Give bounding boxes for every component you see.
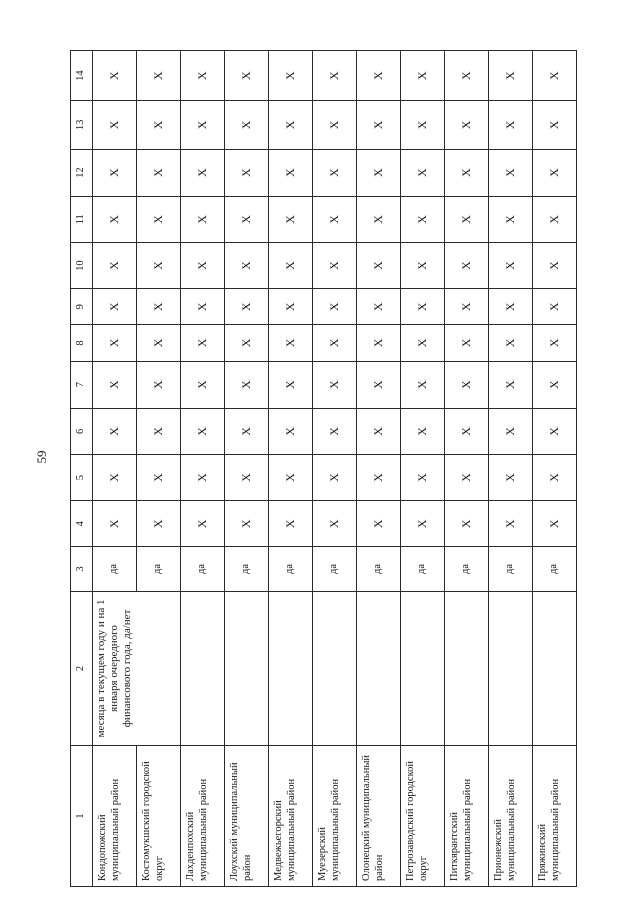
x-cell: X [137,51,181,101]
column-header: 5 [71,454,93,500]
column-header: 14 [71,51,93,101]
x-cell: X [445,408,489,454]
answer-cell: да [357,547,401,591]
table-row [401,51,445,887]
answer-cell: да [137,547,181,591]
x-cell: X [313,361,357,408]
x-cell: X [357,361,401,408]
table-row [445,51,489,887]
x-cell: X [445,325,489,361]
x-cell: X [445,501,489,547]
x-cell: X [313,149,357,196]
answer-cell: да [93,547,137,591]
column-header: 13 [71,101,93,149]
column-2-cell [225,591,269,746]
x-cell: X [93,361,137,408]
x-cell: X [489,501,533,547]
x-cell: X [313,454,357,500]
x-cell: X [357,325,401,361]
x-cell: X [357,242,401,288]
x-cell: X [137,101,181,149]
municipal-table [70,50,577,887]
x-cell: X [269,454,313,500]
x-cell: X [225,325,269,361]
x-cell: X [313,242,357,288]
x-cell: X [533,501,577,547]
x-cell: X [313,408,357,454]
x-cell: X [313,501,357,547]
x-cell: X [357,501,401,547]
column-2-cell [313,591,357,746]
x-cell: X [401,149,445,196]
x-cell: X [225,51,269,101]
municipality-name: Лоухский муниципальный район [225,746,269,887]
x-cell: X [401,361,445,408]
column-2-cell [181,591,225,746]
municipality-name: Лахденпохский муниципальный район [181,746,225,887]
x-cell: X [137,408,181,454]
answer-cell: да [225,547,269,591]
x-cell: X [269,501,313,547]
x-cell: X [533,196,577,242]
table-row [533,51,577,887]
x-cell: X [269,289,313,325]
answer-cell: да [313,547,357,591]
table-row [357,51,401,887]
column-header: 8 [71,325,93,361]
x-cell: X [489,51,533,101]
x-cell: X [137,501,181,547]
header-row [71,51,93,887]
answer-cell: да [269,547,313,591]
x-cell: X [269,361,313,408]
x-cell: X [533,289,577,325]
x-cell: X [533,408,577,454]
x-cell: X [357,408,401,454]
table-row [181,51,225,887]
x-cell: X [181,501,225,547]
x-cell: X [137,289,181,325]
x-cell: X [401,196,445,242]
table-row [137,51,181,887]
answer-cell: да [489,547,533,591]
x-cell: X [489,101,533,149]
x-cell: X [533,325,577,361]
x-cell: X [489,325,533,361]
table-row [269,51,313,887]
column-header: 1 [71,746,93,887]
x-cell: X [225,149,269,196]
x-cell: X [357,51,401,101]
x-cell: X [225,501,269,547]
x-cell: X [489,408,533,454]
x-cell: X [181,325,225,361]
x-cell: X [357,196,401,242]
x-cell: X [225,242,269,288]
column-2-note: месяца в текущем году и на 1 января очередного финансового года, да/нет [93,591,137,746]
x-cell: X [445,101,489,149]
x-cell: X [445,51,489,101]
municipality-name: Медвежьегорский муниципальный район [269,746,313,887]
x-cell: X [313,51,357,101]
x-cell: X [401,325,445,361]
x-cell: X [533,361,577,408]
x-cell: X [269,408,313,454]
x-cell: X [357,289,401,325]
x-cell: X [445,289,489,325]
x-cell: X [357,454,401,500]
x-cell: X [489,454,533,500]
answer-cell: да [401,547,445,591]
answer-cell: да [445,547,489,591]
rotated-table-container [70,50,574,887]
x-cell: X [93,149,137,196]
column-header: 7 [71,361,93,408]
x-cell: X [181,361,225,408]
x-cell: X [93,454,137,500]
x-cell: X [269,196,313,242]
column-header: 3 [71,547,93,591]
x-cell: X [445,454,489,500]
x-cell: X [93,408,137,454]
x-cell: X [181,289,225,325]
x-cell: X [93,242,137,288]
x-cell: X [225,289,269,325]
municipality-name: Питкярантский муниципальный район [445,746,489,887]
municipality-name: Кондопожский муниципальный район [93,746,137,887]
page-number: 59 [34,450,49,464]
x-cell: X [401,101,445,149]
x-cell: X [357,101,401,149]
x-cell: X [225,196,269,242]
x-cell: X [489,289,533,325]
x-cell: X [269,149,313,196]
x-cell: X [533,51,577,101]
answer-cell: да [533,547,577,591]
x-cell: X [401,289,445,325]
x-cell: X [533,454,577,500]
table-row [489,51,533,887]
x-cell: X [489,242,533,288]
x-cell: X [401,501,445,547]
column-2-cell [357,591,401,746]
column-2-cell [445,591,489,746]
x-cell: X [181,408,225,454]
x-cell: X [533,101,577,149]
x-cell: X [225,408,269,454]
x-cell: X [445,242,489,288]
x-cell: X [445,196,489,242]
column-2-cell [489,591,533,746]
x-cell: X [489,149,533,196]
x-cell: X [489,196,533,242]
x-cell: X [445,361,489,408]
x-cell: X [313,325,357,361]
x-cell: X [181,149,225,196]
x-cell: X [137,242,181,288]
x-cell: X [93,101,137,149]
x-cell: X [313,101,357,149]
municipality-name: Муезерский муниципальный район [313,746,357,887]
column-2-cell [401,591,445,746]
x-cell: X [181,101,225,149]
municipality-name: Прионежский муниципальный район [489,746,533,887]
x-cell: X [93,51,137,101]
x-cell: X [401,51,445,101]
x-cell: X [225,454,269,500]
x-cell: X [181,242,225,288]
column-2-cell [137,591,181,746]
x-cell: X [269,325,313,361]
column-header: 4 [71,501,93,547]
x-cell: X [181,51,225,101]
answer-cell: да [181,547,225,591]
table-body [71,51,577,887]
x-cell: X [533,242,577,288]
x-cell: X [313,196,357,242]
x-cell: X [445,149,489,196]
column-header: 12 [71,149,93,196]
x-cell: X [225,101,269,149]
table-row [225,51,269,887]
x-cell: X [137,196,181,242]
column-header: 11 [71,196,93,242]
x-cell: X [269,101,313,149]
table-row [313,51,357,887]
column-header: 9 [71,289,93,325]
x-cell: X [181,454,225,500]
municipality-name: Олонецкий муниципальный район [357,746,401,887]
column-2-cell [269,591,313,746]
x-cell: X [401,408,445,454]
x-cell: X [313,289,357,325]
x-cell: X [137,325,181,361]
x-cell: X [225,361,269,408]
x-cell: X [137,361,181,408]
x-cell: X [137,149,181,196]
x-cell: X [181,196,225,242]
x-cell: X [401,242,445,288]
x-cell: X [489,361,533,408]
x-cell: X [93,289,137,325]
x-cell: X [93,325,137,361]
column-header: 6 [71,408,93,454]
x-cell: X [93,501,137,547]
column-header: 10 [71,242,93,288]
municipality-name: Петрозаводский городской округ [401,746,445,887]
column-2-cell [533,591,577,746]
x-cell: X [357,149,401,196]
column-header: 2 [71,591,93,746]
municipality-name: Костомукшский городской округ [137,746,181,887]
x-cell: X [269,242,313,288]
x-cell: X [269,51,313,101]
x-cell: X [533,149,577,196]
table-row [93,51,137,887]
x-cell: X [93,196,137,242]
x-cell: X [137,454,181,500]
municipality-name: Пряжинский муниципальный район [533,746,577,887]
x-cell: X [401,454,445,500]
